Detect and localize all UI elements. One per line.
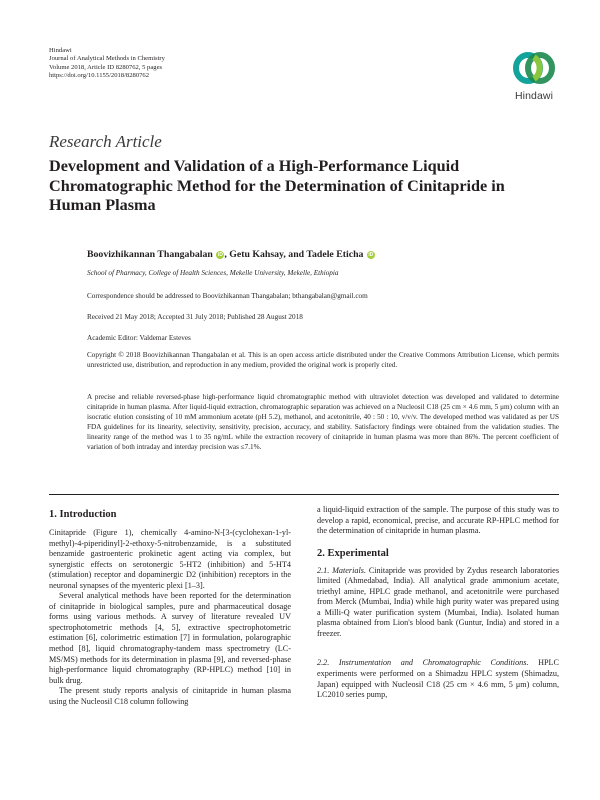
materials-body: Cinitapride was provided by Zydus research laboratories limited (Ahmedabad, India). All analytical grade ammonium acetate, triethyl amine, HPLC grade methanol, and acetonitrile were purchased from Merck (Mumbai, India) while high purity water was prepared using a Milli-Q water purification system (Mumbai, India). Isolated human plasma obtained from Lion's blood bank (Guntur, India) and stored in a freezer. [317,565,560,638]
affiliation: School of Pharmacy, College of Health Sciences, Mekelle University, Mekelle, Ethiopia [87,269,339,277]
publisher-name: Hindawi [49,47,72,54]
article-type: Research Article [49,132,162,151]
academic-editor: Academic Editor: Valdemar Esteves [87,334,191,342]
article-dates: Received 21 May 2018; Accepted 31 July 2018; Published 28 August 2018 [87,313,303,321]
materials-paragraph [317,566,559,640]
hindawi-logo [508,46,560,106]
right-column [317,505,559,701]
author-name: Boovizhikannan Thangabalan [87,249,213,260]
subsection-title-materials: 2.1. Materials. [317,565,366,575]
instrumentation-body: HPLC experiments were performed on a Shimadzu HPLC system (Shimadzu, Japan) equipped with Nucleosil C18 (25 cm × 4.6 mm, 5 μm) column, LC2010 series pump, [317,658,559,700]
intro-paragraph-2: Several analytical methods have been reported for the determination of cinitapride in biological samples, pure and pharmaceutical dosage forms using various methods. A survey of literature revealed UV spectrophotometric methods [4, 5], extractive spectrophotometric estimation [6], colorimetric estimation [7] in formulation, polarographic method [8], liquid chromatography-tandem mass spectrometry (LC-MS/MS) methods for its determination in plasma [9], and reversed-phase high-performance liquid chromatography (RP-HPLC) method [10] in bulk drug. [49,591,291,685]
subsection-title-instrumentation: 2.2. Instrumentation and Chromatographic Conditions. [317,658,529,668]
logo-wordmark: Hindawi [514,90,554,102]
intro-continuation: a liquid-liquid extraction of the sample. The purpose of this study was to develop a rapid, economical, precise, and accurate RP-HPLC method for the determination of cinitapride in human plasma. [317,505,559,536]
journal-meta [49,47,165,81]
correspondence: Correspondence should be addressed to Boovizhikannan Thangabalan; bthangabalan@gmail.com [87,292,368,300]
abstract: A precise and reliable reversed-phase high-performance liquid chromatographic method with ultraviolet detection was developed and validated to determine cinitapride in human plasma. After liquid-liquid extraction, chromatographic separation was achieved on a Nucleosil C18 (25 cm × 4.6 mm, 5 μm) column with an isocratic elution consisting of 10 mM ammonium acetate (pH 5.2), methanol, and acetonitrile, 40 : 50 : 10, v/v/v. The developed method was validated as per US FDA guidelines for its linearity, selectivity, sensitivity, precision, accuracy, and stability. Satisfactory findings were obtained from the validation studies. The linearity range of the method was 1 to 35 ng/mL while the extraction recovery of cinitapride in human plasma was more than 86%. The percent coefficient of variation of both intraday and interday precision was ≤7.1%. [87,393,559,451]
section-heading-experimental: 2. Experimental [317,547,389,559]
instrumentation-paragraph [317,658,559,700]
orcid-icon[interactable]: iD [217,252,223,258]
orcid-icon[interactable]: iD [368,252,374,258]
journal-name: Journal of Analytical Methods in Chemistry [49,55,165,63]
copyright-notice: Copyright © 2018 Boovizhikannan Thangabalan et al. This is an open access article distributed under the Creative Commons Attribution License, which permits unrestricted use, distribution, and reproduction in any medium, provided the original work is properly cited. [87,351,559,369]
divider [49,494,559,495]
hindawi-logo-icon [508,46,560,90]
co-authors: , Getu Kahsay, and Tadele Eticha [224,249,364,260]
doi-link[interactable]: https://doi.org/10.1155/2018/8280762 [49,72,150,80]
intro-paragraph-1: Cinitapride (Figure 1), chemically 4-amino-N-[3-(cyclohexan-1-yl-methyl)-4-piperidinyl]-2-ethoxy-5-nitrobenzamide, is a substituted benzamide gastroenteric prokinetic agent acting via complex, but synergistic effects on serotonergic 5-HT2 (inhibition) and 5-HT4 (stimulation) receptor and dopaminergic D2 (inhibition) receptors in the neuronal synapses of the myenteric plexi [1–3]. [49,528,291,590]
section-heading-introduction: 1. Introduction [49,509,117,520]
author-list [87,249,375,260]
volume-line: Volume 2018, Article ID 8280762, 5 pages [49,63,163,71]
article-title: Development and Validation of a High-Performance Liquid Chromatographic Method for the Determination of Cinitapride in Human Plasma [49,157,505,215]
intro-paragraph-3: The present study reports analysis of cinitapride in human plasma using the Nucleosil C18 column following [49,686,291,706]
left-column [49,508,291,707]
